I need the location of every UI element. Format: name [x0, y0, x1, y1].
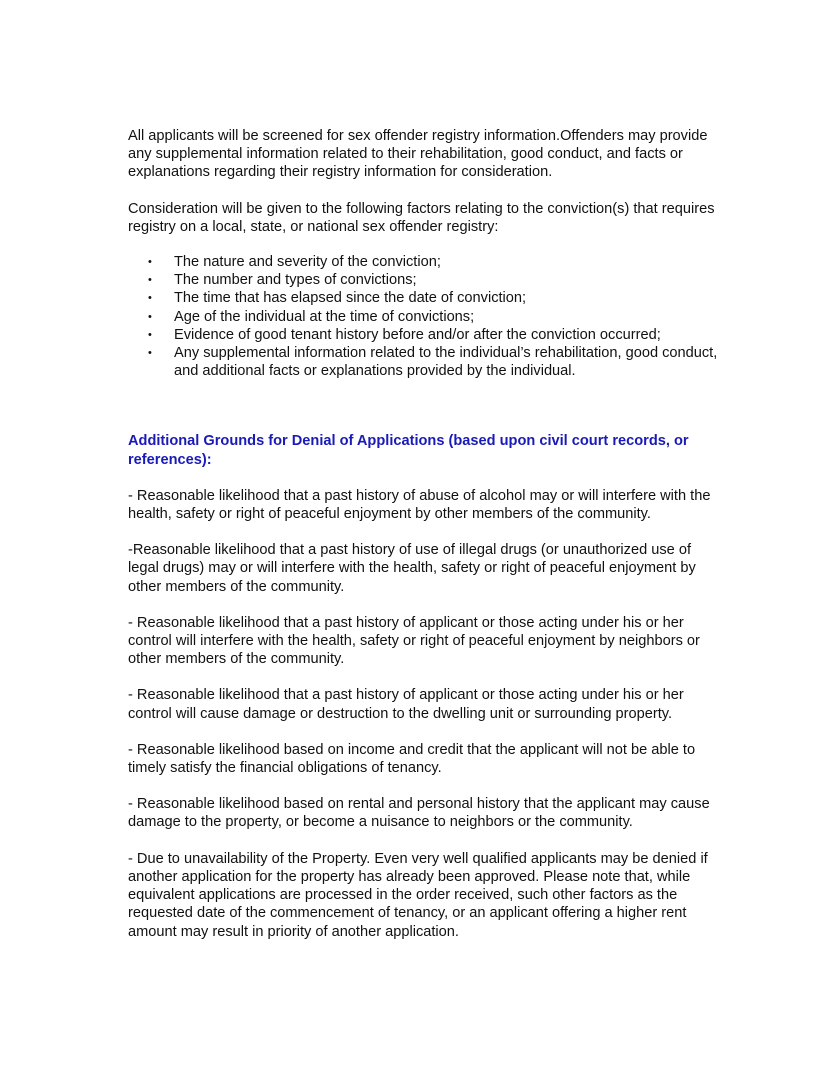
factor-item	[128, 344, 718, 380]
ground-peaceful-enjoyment: - Reasonable likelihood that a past history of applicant or those acting under his or her control will interfere with the health, safety or right of peaceful enjoyment by neighbors or other members of the community.	[128, 614, 700, 668]
bullet-icon: •	[148, 347, 152, 360]
factor-item	[128, 308, 718, 326]
intro-paragraph: All applicants will be screened for sex offender registry information.Offenders may provide any supplemental information related to their rehabilitation, good conduct, and facts or explanations regarding their registry information for consideration.	[128, 128, 708, 181]
ground-unavailability: - Due to unavailability of the Property. Even very well qualified applicants may be denied if another application for the property has already been approved. Please note that, while equivalent applications are processed in the order received, such other factors as the requested date of the commencement of tenancy, or an applicant offering a higher rent amount may result in priority of another application.	[128, 850, 708, 940]
ground-drugs: -Reasonable likelihood that a past history of use of illegal drugs (or unauthorized use of legal drugs) may or will interfere with the health, safety or right of peaceful enjoyment by other members of the community.	[128, 542, 696, 595]
factor-item	[128, 253, 718, 271]
bullet-icon: •	[148, 256, 152, 269]
factor-text: Evidence of good tenant history before and/or after the conviction occurred;	[174, 326, 661, 343]
consideration-paragraph: Consideration will be given to the following factors relating to the conviction(s) that requires registry on a local, state, or national sex offender registry:	[128, 200, 715, 235]
factors-list	[128, 253, 718, 380]
bullet-icon: •	[148, 292, 152, 305]
factor-text: The nature and severity of the conviction;	[174, 254, 441, 271]
section-heading: Additional Grounds for Denial of Applications (based upon civil court records, or references):	[128, 433, 689, 468]
ground-income-credit: - Reasonable likelihood based on income and credit that the applicant will not be able to timely satisfy the financial obligations of tenancy.	[128, 741, 696, 777]
factor-text: Age of the individual at the time of convictions;	[174, 308, 475, 325]
factor-item	[128, 326, 718, 344]
ground-rental-history: - Reasonable likelihood based on rental and personal history that the applicant may cause damage to the property, or become a nuisance to neighbors or the community.	[128, 796, 710, 831]
factor-text: Any supplemental information related to the individual’s rehabilitation, good conduct, and additional facts or explanations provided by the individual.	[174, 345, 718, 380]
ground-property-damage: - Reasonable likelihood that a past history of applicant or those acting under his or her control will cause damage or destruction to the dwelling unit or surrounding property.	[128, 687, 684, 722]
ground-alcohol: - Reasonable likelihood that a past history of abuse of alcohol may or will interfere with the health, safety or right of peaceful enjoyment by other members of the community.	[128, 487, 711, 523]
bullet-icon: •	[148, 274, 152, 287]
document-page	[128, 127, 718, 941]
factor-text: The number and types of convictions;	[174, 272, 417, 289]
factor-item	[128, 271, 718, 289]
bullet-icon: •	[148, 328, 152, 341]
factor-text: The time that has elapsed since the date of conviction;	[174, 290, 527, 307]
factor-item	[128, 289, 718, 307]
bullet-icon: •	[148, 310, 152, 323]
